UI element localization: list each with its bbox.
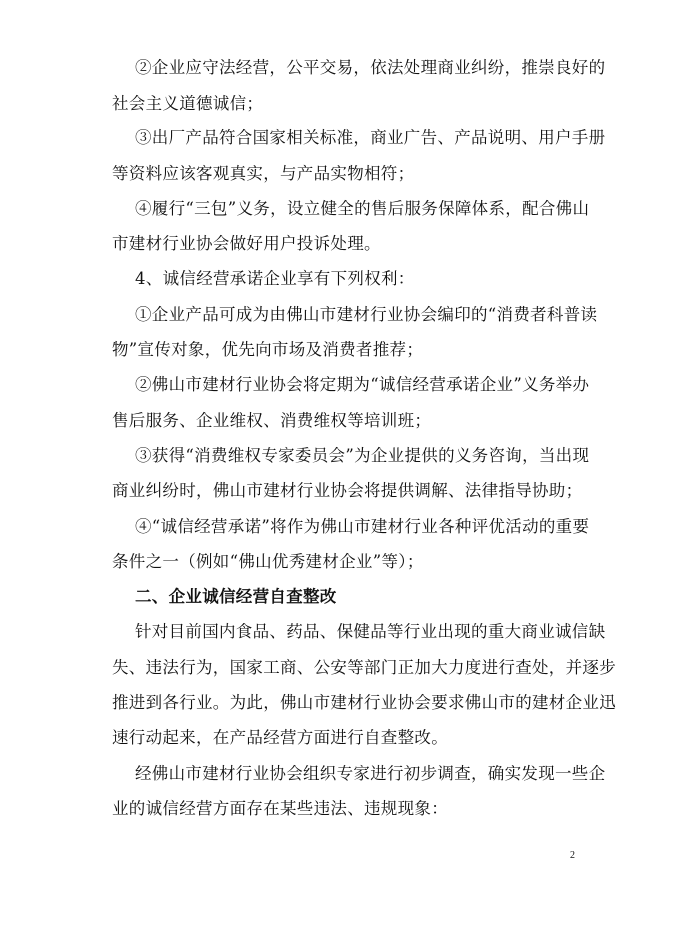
paragraph-line: ①企业产品可成为由佛山市建材行业协会编印的“消费者科普读	[135, 305, 598, 324]
paragraph-line: 售后服务、企业维权、消费维权等培训班；	[112, 411, 432, 430]
paragraph-line: 商业纠纷时，佛山市建材行业协会将提供调解、法律指导协助；	[112, 481, 583, 500]
paragraph-line: 市建材行业协会做好用户投诉处理。	[112, 234, 381, 253]
paragraph-line: ③出厂产品符合国家相关标准，商业广告、产品说明、用户手册	[135, 128, 606, 147]
paragraph-line: 速行动起来，在产品经营方面进行自查整改。	[112, 728, 448, 747]
paragraph-line: ④履行“三包”义务，设立健全的售后服务保障体系，配合佛山	[135, 199, 590, 218]
paragraph-line: 经佛山市建材行业协会组织专家进行初步调查，确实发现一些企	[135, 764, 606, 783]
paragraph-line: ②佛山市建材行业协会将定期为“诚信经营承诺企业”义务举办	[135, 375, 590, 394]
paragraph-line: 社会主义道德诚信；	[112, 94, 264, 113]
paragraph-line: 业的诚信经营方面存在某些违法、违规现象：	[112, 799, 448, 818]
paragraph-line: ③获得“消费维权专家委员会”为企业提供的义务咨询，当出现	[135, 446, 590, 465]
paragraph-line: 失、违法行为，国家工商、公安等部门正加大力度进行查处，并逐步	[112, 658, 616, 677]
paragraph-line: 条件之一（例如“佛山优秀建材企业”等）；	[112, 552, 424, 571]
paragraph-line: 针对目前国内食品、药品、保健品等行业出现的重大商业诚信缺	[135, 622, 606, 641]
paragraph-line: ④“诚信经营承诺”将作为佛山市建材行业各种评优活动的重要	[135, 517, 590, 536]
paragraph-line: 等资料应该客观真实，与产品实物相符；	[112, 164, 415, 183]
section-heading: 二、企业诚信经营自查整改	[135, 587, 337, 606]
paragraph-line: 4、诚信经营承诺企业享有下列权利：	[135, 269, 415, 288]
paragraph-line: 物”宣传对象，优先向市场及消费者推荐；	[112, 340, 424, 359]
paragraph-line: ②企业应守法经营，公平交易，依法处理商业纠纷，推崇良好的	[135, 58, 606, 77]
page-number: 2	[570, 850, 575, 861]
paragraph-line: 推进到各行业。为此，佛山市建材行业协会要求佛山市的建材企业迅	[112, 693, 616, 712]
